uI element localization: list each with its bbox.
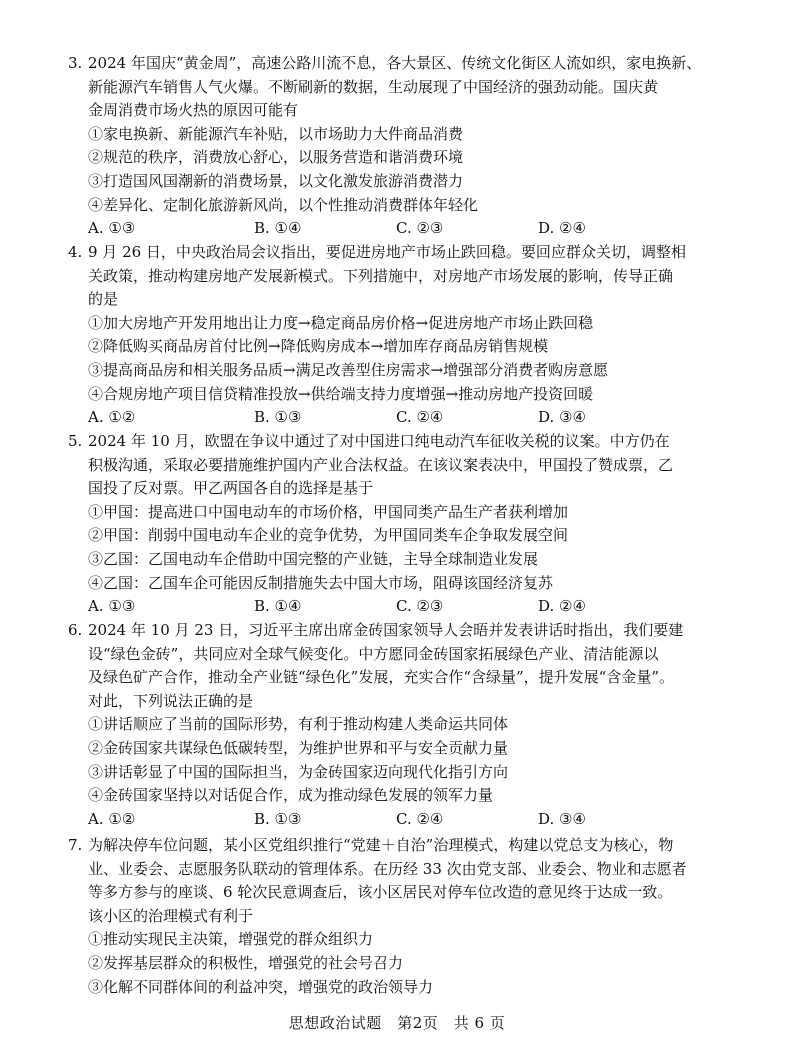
question-number: 3. — [68, 54, 83, 72]
page-footer: 思想政治试题 第2页 共 6 页 — [288, 1014, 506, 1032]
statement-option: ③乙国：乙国电动车企借助中国完整的产业链，主导全球制造业发展 — [88, 549, 539, 568]
question-stem-line: 新能源汽车销售人气火爆。不断刷新的数据，生动展现了中国经济的强劲动能。国庆黄 — [88, 77, 659, 96]
question-stem-line: 国投了反对票。甲乙两国各自的选择是基于 — [88, 479, 374, 498]
statement-option: ②发挥基层群众的积极性，增强党的社会号召力 — [88, 953, 404, 972]
question-6 — [68, 619, 718, 831]
statement-option: ②甲国：削弱中国电动车企业的竞争优势，为甲国同类车企争取发展空间 — [88, 526, 569, 545]
choice-d: D. ③④ — [538, 809, 586, 828]
statement-option: ④差异化、定制化旅游新风尚，以个性推动消费群体年轻化 — [88, 195, 479, 214]
statement-option: ①讲话顺应了当前的国际形势，有利于推动构建人类命运共同体 — [88, 715, 509, 734]
question-stem-line: 2024 年国庆“黄金周”，高速公路川流不息，各大景区、传统文化街区人流如织，家电换新、 — [88, 54, 702, 72]
choice-a: A. ①② — [88, 408, 136, 427]
choice-d: D. ②④ — [538, 597, 586, 616]
question-stem-line: 该小区的治理模式有利于 — [88, 906, 254, 925]
statement-option: ④合规房地产项目信贷精准投放→供给端支持力度增强→推动房地产投资回暖 — [88, 384, 594, 403]
question-number: 7. — [68, 836, 83, 854]
choice-c: C. ②③ — [396, 219, 444, 238]
statement-option: ④乙国：乙国车企可能因反制措施失去中国大市场，阻碍该国经济复苏 — [88, 573, 554, 592]
choice-b: B. ①③ — [254, 809, 302, 828]
choice-d: D. ③④ — [538, 408, 586, 427]
question-stem-line: 设“绿色金砖”，共同应对全球气候变化。中方愿同金砖国家拓展绿色产业、清洁能源以 — [88, 644, 659, 663]
answer-choices — [88, 406, 718, 430]
question-stem-line: 金周消费市场火热的原因可能有 — [88, 101, 299, 120]
choice-c: C. ②③ — [396, 597, 444, 616]
statement-option: ③讲话彰显了中国的国际担当，为金砖国家迈向现代化指引方向 — [88, 762, 509, 781]
statement-option: ③提高商品房和相关服务品质→满足改善型住房需求→增强部分消费者购房意愿 — [88, 360, 609, 379]
choice-a: A. ①② — [88, 809, 136, 828]
statement-option: ②规范的秩序，消费放心舒心，以服务营造和谐消费环境 — [88, 148, 464, 167]
choice-c: C. ②④ — [396, 809, 444, 828]
statement-option: ①甲国：提高进口中国电动车的市场价格，甲国同类产品生产者获利增加 — [88, 502, 569, 521]
statement-option: ①家电换新、新能源汽车补贴，以市场助力大件商品消费 — [88, 124, 464, 143]
choice-a: A. ①③ — [88, 219, 136, 238]
question-3 — [68, 52, 718, 241]
question-stem-line: 关政策，推动构建房地产发展新模式。下列措施中，对房地产市场发展的影响，传导正确 — [88, 266, 674, 285]
answer-choices — [88, 595, 718, 619]
question-number: 6. — [68, 621, 83, 639]
question-stem-line: 对此，下列说法正确的是 — [88, 691, 254, 710]
statement-option: ②降低购买商品房首付比例→降低购房成本→增加库存商品房销售规模 — [88, 337, 549, 356]
choice-b: B. ①③ — [254, 408, 302, 427]
statement-option: ①推动实现民主决策，增强党的群众组织力 — [88, 930, 374, 949]
statement-option: ①加大房地产开发用地出让力度→稳定商品房价格→促进房地产市场止跌回稳 — [88, 313, 594, 332]
question-stem-line: 为解决停车位问题，某小区党组织推行“党建＋自治”治理模式，构建以党总支为核心，物 — [88, 836, 674, 854]
question-number: 5. — [68, 432, 83, 450]
question-5 — [68, 430, 718, 619]
statement-option: ③化解不同群体间的利益冲突，增强党的政治领导力 — [88, 977, 434, 996]
answer-choices — [88, 217, 718, 241]
choice-b: B. ①④ — [254, 219, 302, 238]
question-stem-line: 等多方参与的座谈、6 轮次民意调查后，该小区居民对停车位改造的意见终于达成一致。 — [88, 883, 673, 902]
statement-option: ②金砖国家共谋绿色低碳转型，为维护世界和平与安全贡献力量 — [88, 738, 509, 757]
choice-c: C. ②④ — [396, 408, 444, 427]
question-stem-line: 2024 年 10 月，欧盟在争议中通过了对中国进口纯电动汽车征收关税的议案。中方仍在 — [88, 432, 670, 450]
answer-choices — [88, 808, 718, 832]
statement-option: ③打造国风国潮新的消费场景，以文化激发旅游消费潜力 — [88, 171, 464, 190]
choice-b: B. ①④ — [254, 597, 302, 616]
question-stem-line: 业、业委会、志愿服务队联动的管理体系。在历经 33 次由党支部、业委会、物业和志愿者 — [88, 859, 687, 878]
statement-option: ④金砖国家坚持以对话促合作，成为推动绿色发展的领军力量 — [88, 786, 494, 805]
question-stem-line: 积极沟通，采取必要措施维护国内产业合法权益。在该议案表决中，甲国投了赞成票，乙 — [88, 455, 674, 474]
choice-a: A. ①③ — [88, 597, 136, 616]
question-stem-line: 的是 — [88, 290, 119, 309]
question-4 — [68, 241, 718, 430]
question-number: 4. — [68, 243, 83, 261]
question-stem-line: 9 月 26 日，中央政治局会议指出，要促进房地产市场止跌回稳。要回应群众关切，调整相 — [88, 243, 686, 261]
choice-d: D. ②④ — [538, 219, 586, 238]
question-7 — [68, 834, 718, 999]
question-stem-line: 2024 年 10 月 23 日，习近平主席出席金砖国家领导人会晤并发表讲话时指出，我们要建 — [88, 621, 684, 639]
question-stem-line: 及绿色矿产合作，推动全产业链“绿色化”发展，充实合作“含绿量”，提升发展“含金量”。 — [88, 668, 675, 687]
